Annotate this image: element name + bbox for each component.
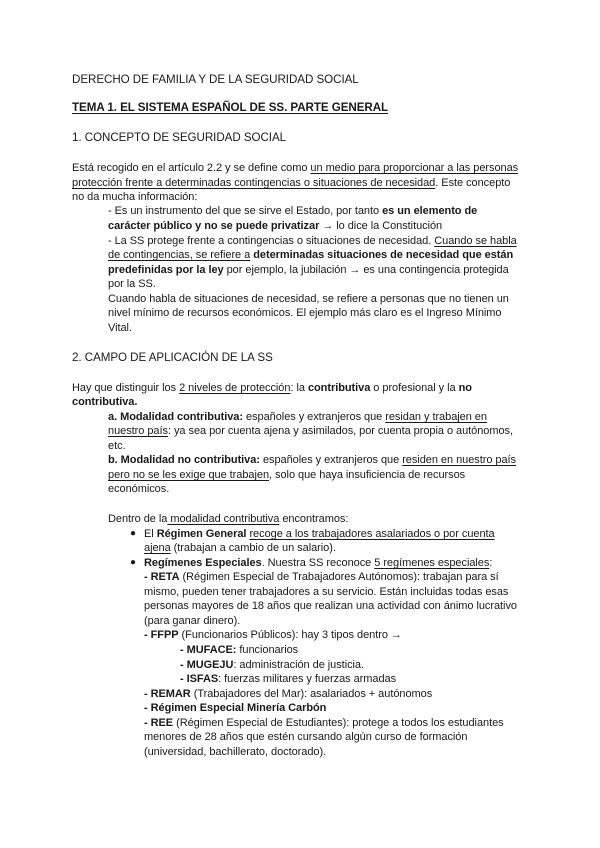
regime-line: menores de 28 años que estén cursando algún curso de formación [144, 731, 468, 743]
s2-text: españoles y extranjeros que [243, 411, 386, 423]
s1-dash-line [108, 248, 513, 262]
s1-dash-line: Cuando habla de situaciones de necesidad, se refiere a personas que no tienen un [108, 293, 509, 305]
s1-line [72, 176, 510, 190]
s1-underlined: protección frente a determinadas contingencias o situaciones de necesidad [72, 177, 436, 189]
s1-text: por ejemplo, la jubilación → es una contingencia protegida [223, 264, 509, 276]
s2-text: El [144, 528, 157, 540]
s1-dash-line: Vital. [108, 322, 132, 334]
s2-modality-line: etc. [108, 440, 126, 452]
s1-bold: determinadas situaciones de necesidad que están [253, 249, 514, 261]
s2-modality-line [108, 468, 465, 482]
s2-bold: contributiva [307, 382, 371, 394]
section-1-heading: 1. CONCEPTO DE SEGURIDAD SOCIAL [72, 131, 287, 144]
s1-dash-line: nivel mínimo de recursos económicos. El ejemplo más claro es el Ingreso Mínimo [108, 307, 502, 319]
s1-underlined: Cuando se habla [434, 235, 517, 247]
s2-text: encontramos: [279, 513, 349, 525]
s1-dash-line [108, 234, 517, 248]
s2-text: : ya sea por cuenta ajena y asimilados, por cuenta propia o autónomos, [167, 425, 514, 437]
s2-bold: contributiva. [72, 396, 138, 408]
s1-underlined: de contingencias, se refiere a [108, 249, 251, 261]
s1-text: → lo dice la Constitución [319, 220, 443, 232]
s2-underlined: residan y trabajen en [385, 411, 487, 423]
s2-text: (Funcionarios Públicos): hay 3 tipos dentro → [178, 629, 402, 641]
s1-bold: es un elemento de [382, 205, 478, 217]
s2-bold: - MUFACE: [180, 644, 237, 656]
s2-bold: Régimen General [156, 528, 247, 540]
s2-bold: - REMAR [144, 688, 191, 700]
list-item [144, 527, 495, 541]
list-item [144, 556, 492, 570]
regime-line [144, 687, 432, 701]
s2-line [72, 381, 472, 395]
s2-text: . Nuestra SS reconoce [261, 557, 375, 569]
regime-line: (universidad, bachillerato, doctorado). [144, 746, 327, 758]
regime-line: mismo, pueden tener trabajadores a su servicio. Están incluidas todas esas [144, 586, 509, 598]
s2-text: : administración de justicia. [233, 659, 365, 671]
s1-line: no da mucha información: [72, 191, 198, 203]
s1-dash-line [108, 204, 477, 218]
s2-underlined: residen en nuestro país [402, 454, 517, 466]
s2-underlined: 5 regímenes especiales [374, 557, 490, 569]
regime-line: - Régimen Especial Minería Carbón [144, 702, 327, 714]
regime-line [144, 716, 504, 730]
section-2-heading: 2. CAMPO DE APLICACIÓN DE LA SS [72, 351, 273, 364]
s1-underlined: un medio para proporcionar a las personas [310, 162, 519, 174]
subregime-line [180, 643, 298, 657]
s2-bold: - MUGEJU [180, 659, 234, 671]
s2-bold: - RETA [144, 571, 180, 583]
document-title: DERECHO DE FAMILIA Y DE LA SEGURIDAD SOCIAL [72, 73, 359, 86]
s2-text: o profesional y la [370, 382, 459, 394]
s2-text: Hay que distinguir los [72, 382, 180, 394]
s2-text: : fuerzas militares y fuerzas armadas [218, 673, 397, 685]
bullet-icon: ● [130, 557, 137, 568]
regime-line [144, 570, 499, 584]
s1-line [72, 161, 518, 175]
bullet-icon: ● [130, 528, 137, 539]
s2-modality-line [108, 410, 487, 424]
s2-bold: - FFPP [144, 629, 179, 641]
s2-text: Dentro de la [108, 513, 168, 525]
s2-bold: a. Modalidad contributiva: [108, 411, 243, 423]
s2-text: (Trabajadores del Mar): asalariados + autónomos [190, 688, 433, 700]
regime-line [144, 628, 402, 642]
s2-underlined: pero no se les exige que trabajen [108, 469, 270, 481]
s2-underlined: recoge a los trabajadores asalariados o por cuenta [249, 528, 495, 540]
s1-text: Está recogido en el artículo 2.2 y se define como [72, 162, 311, 174]
s2-bold: no [458, 382, 472, 394]
s2-text: funcionarios [236, 644, 299, 656]
s1-bold: predefinidas por la ley [108, 264, 224, 276]
s2-bold: Regímenes Especiales [144, 557, 262, 569]
s2-underlined: ajena [144, 542, 171, 554]
s2-modality-line [108, 453, 516, 467]
s2-modality-line: económicos. [108, 483, 170, 495]
tema-title [72, 101, 388, 115]
s2-text: , solo que haya insuficiencia de recursos [269, 469, 466, 481]
s2-text: españoles y extranjeros que [259, 454, 403, 466]
s2-bold: b. Modalidad no contributiva: [108, 454, 260, 466]
s2-text: (Régimen Especial de Trabajadores Autónomos): trabajan para sí [179, 571, 499, 583]
s2-bold: - ISFAS [180, 673, 219, 685]
subregime-line [180, 672, 396, 686]
s2-line [72, 395, 137, 409]
s2-underlined: nuestro país [108, 425, 168, 437]
s2-text: : [489, 557, 493, 569]
s1-dash-line [108, 263, 509, 277]
s2-underlined: modalidad contributiva [167, 513, 280, 525]
s2-text: (Régimen Especial de Estudiantes): protege a todos los estudiantes [173, 717, 504, 729]
subregime-line [180, 658, 364, 672]
s2-bold: - REE [144, 717, 174, 729]
tema-title-text: TEMA 1. EL SISTEMA ESPAÑOL DE SS. PARTE GENERAL [72, 101, 389, 114]
s1-dash-line [108, 219, 442, 233]
s1-bold: carácter público y no se puede privatizar [108, 220, 320, 232]
s2-text: (trabajan a cambio de un salario). [170, 542, 336, 554]
s2-underlined: 2 niveles de protección [179, 382, 291, 394]
regime-line: (para ganar dinero). [144, 615, 241, 627]
s2-line [108, 512, 348, 526]
regime-line: personas mayores de 18 años que realizan una actividad con ánimo lucrativo [144, 600, 517, 612]
list-item-line [144, 541, 336, 555]
s1-text: . Este concepto [435, 177, 511, 189]
s1-text: - Es un instrumento del que se sirve el Estado, por tanto [108, 205, 383, 217]
s2-text: : la [290, 382, 308, 394]
s1-dash-line: por la SS. [108, 278, 156, 290]
s1-text: - La SS protege frente a contingencias o situaciones de necesidad. [108, 235, 435, 247]
s2-modality-line [108, 424, 513, 438]
